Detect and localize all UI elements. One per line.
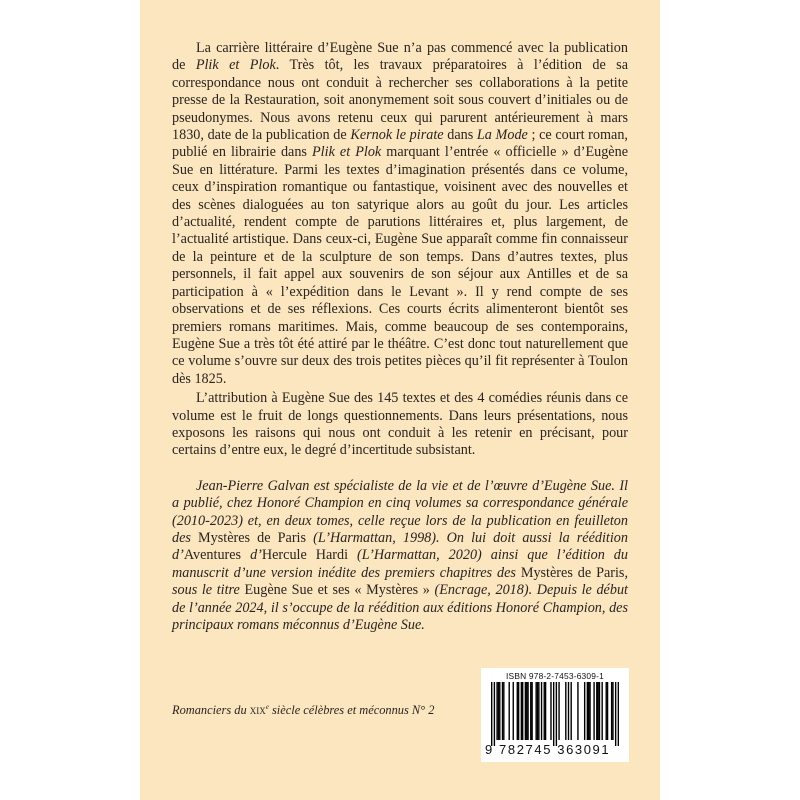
barcode-bar: [494, 682, 495, 746]
barcode-bar: [577, 682, 578, 740]
barcode-bar: [522, 682, 523, 740]
barcode-bar: [537, 682, 538, 740]
barcode-bar: [570, 682, 571, 740]
bio-segment: d’: [241, 547, 262, 564]
bio-segment: Jean-Pierre Galvan est spécialiste de la vie et de l’œuvre d’Eugène Sue. Il a publié, chez Honoré Champion en cinq volumes sa correspondance générale (2010-2023) et, en deux tomes, celle reçue lors de la publication en feuilleton des: [172, 477, 628, 546]
barcode-bar: [513, 682, 514, 740]
barcode-bar: [541, 682, 542, 740]
barcode-bar: [544, 682, 545, 740]
century-roman-numeral: XIX: [249, 706, 266, 717]
paragraph1-segment: La carrière littéraire d’Eugène Sue n’a pas commencé avec la publication de: [172, 40, 628, 74]
barcode-bar: [509, 682, 510, 740]
barcode-bar: [611, 682, 612, 740]
summary-paragraph-1: [172, 40, 628, 388]
barcode-bar: [496, 682, 497, 740]
barcode-bar: [599, 682, 600, 740]
barcode-bar: [550, 682, 551, 740]
barcode-bar: [606, 682, 607, 740]
barcode-bar: [618, 682, 619, 746]
barcode-bar: [535, 682, 536, 740]
barcode-bar: [538, 682, 539, 740]
paragraph1-segment: marquant l’entrée « officielle » d’Eugène Sue en littérature. Parmi les textes d’imagination présentés dans ce volume, ceux d’inspiration romantique ou fantastique, voisinent avec des nouvelles et des scènes dialoguées au ton satyrique alors au goût du jour. Les articles d’actualité, rendent compte de parutions littéraires et, plus largement, de l’actualité artistique. Dans ceux-ci, Eugène Sue apparaît comme fin connaisseur de la peinture et de la sculpture de son temps. Dans d’autres textes, plus personnels, il fait appel aux souvenirs de son séjour aux Antilles et de sa participation à « l’expédition dans le Levant ». Il y rend compte de ses observations et de ses réflexions. Ces courts écrits alimenteront bientôt ses premiers romans maritimes. Mais, comme beaucoup de ses contemporains, Eugène Sue a très tôt été attiré par le théâtre. C’est donc tout naturellement que ce volume s’ouvre sur deux des trois petites pièces qu’il fit représenter à Toulon dès 1825.: [172, 144, 628, 387]
barcode-bar: [565, 682, 566, 740]
barcode-bar: [499, 682, 500, 740]
barcode-bar: [530, 682, 531, 740]
cover-text: [172, 40, 628, 634]
barcode-bar: [589, 682, 590, 740]
barcode-bar: [521, 682, 522, 740]
barcode-bar: [556, 682, 557, 746]
barcode-bar: [593, 682, 594, 740]
paragraph1-segment: Plik et Plok: [312, 144, 382, 161]
author-biography: [172, 478, 628, 635]
barcode-bar: [587, 682, 588, 740]
barcode-bar: [553, 682, 554, 746]
barcode-bar: [527, 682, 528, 740]
barcode-bar: [526, 682, 527, 740]
barcode-bar: [558, 682, 559, 740]
ean13-barcode: [491, 682, 619, 746]
barcode-bar: [615, 682, 616, 746]
barcode-bar: [568, 682, 569, 740]
bio-segment: , sous le titre: [172, 564, 628, 599]
barcode-bar: [607, 682, 608, 740]
summary-paragraph-2: L’attribution à Eugène Sue des 145 textes et des 4 comédies réunis dans ce volume est le fruit de longs questionnements. Dans leurs présentations, nous exposons les raisons qui nous ont conduit à les retenir en précisant, pour certains d’entre eux, le degré d’incertitude subsistant.: [172, 390, 628, 459]
paragraph1-segment: ; ce court roman, publié en librairie dans: [172, 127, 628, 161]
bio-segment: (L’Harmattan, 1998). On lui doit aussi la réédition d’: [172, 529, 628, 564]
bio-segment: (L’Harmattan, 2020) ainsi que l’édition du manuscrit d’une version inédite des premiers chapitres des: [172, 547, 628, 581]
series-title: Romanciers du XIXe siècle célèbres et méconnus N° 2: [172, 703, 435, 718]
barcode-bar: [612, 682, 613, 740]
barcode-bar: [518, 682, 519, 740]
paragraph1-segment: Plik et Plok: [195, 57, 276, 74]
barcode-bar: [597, 682, 598, 740]
barcode-bar: [503, 682, 504, 740]
isbn-label: ISBN 978-2-7453-6309-1: [506, 671, 604, 681]
bio-segment: Aventures: [183, 547, 242, 564]
barcode-bar: [525, 682, 526, 740]
barcode-bar: [601, 682, 602, 740]
barcode-box: [481, 668, 629, 762]
barcode-bar: [491, 682, 492, 746]
bio-segment: Mystères de Paris: [198, 529, 307, 546]
barcode-bar: [502, 682, 503, 740]
barcode-bar: [584, 682, 585, 740]
bio-segment: Hercule Hardi: [261, 547, 349, 564]
barcode-bar: [545, 682, 546, 740]
ean-digits: 9 782745 363091: [485, 742, 611, 757]
bio-segment: Mystères de Paris: [520, 564, 625, 581]
paragraph1-segment: dans: [443, 127, 477, 144]
barcode-bar: [498, 682, 499, 740]
barcode-bar: [517, 682, 518, 740]
bio-segment: Eugène Sue et ses « Mystères »: [244, 582, 430, 599]
paragraph1-segment: Kernok le pirate: [350, 127, 444, 144]
barcode-bar: [596, 682, 597, 740]
century-superscript: e: [265, 703, 269, 711]
bio-segment: (Encrage, 2018). Depuis le début de l’année 2024, il s’occupe de la réédition aux éditions Honoré Champion, des principaux romans méconnus d’Eugène Sue.: [172, 582, 628, 633]
barcode-bar: [531, 682, 532, 740]
barcode-bar: [588, 682, 589, 740]
paragraph1-segment: La Mode: [476, 127, 528, 144]
paragraph1-segment: . Très tôt, les travaux préparatoires à l’édition de sa correspondance nous ont conduit à rechercher ses collaborations à la petite presse de la Restauration, soit anonymement soit sous couvert d’initiales ou de pseudonymes. Nous avons retenu ceux qui parurent antérieurement à mars 1830, date de la publication de: [172, 57, 628, 144]
